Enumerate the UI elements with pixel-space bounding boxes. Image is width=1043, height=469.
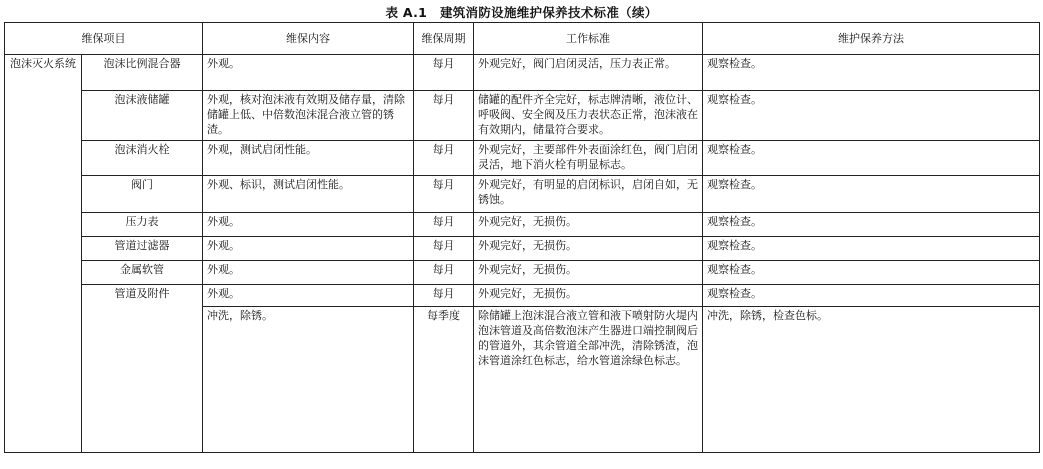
table-row: [5, 176, 1040, 213]
content-cell: 外观，核对泡沫液有效期及储存量，清除储罐上低、中倍数泡沫混合液立管的锈渣。: [203, 91, 414, 141]
item-cell: 泡沫液储罐: [82, 91, 203, 141]
standard-cell: 外观完好，阀门启闭灵活，压力表正常。: [474, 55, 703, 91]
cycle-cell: 每月: [414, 141, 474, 176]
cycle-cell: 每月: [414, 55, 474, 91]
header-cycle: 维保周期: [414, 23, 474, 55]
standard-cell: 储罐的配件齐全完好，标志牌清晰，液位计、呼吸阀、安全阀及压力表状态正常，泡沫液在有效期内，储量符合要求。: [474, 91, 703, 141]
header-standard: 工作标准: [474, 23, 703, 55]
standard-cell: 外观完好，无损伤。: [474, 285, 703, 307]
table-row: [5, 261, 1040, 285]
content-cell: 冲洗，除锈。: [203, 307, 414, 453]
method-cell: 观察检查。: [703, 237, 1040, 261]
content-cell: 外观，测试启闭性能。: [203, 141, 414, 176]
item-cell: 泡沫消火栓: [82, 141, 203, 176]
method-cell: 观察检查。: [703, 261, 1040, 285]
item-cell: 管道及附件: [82, 285, 203, 453]
standard-cell: 外观完好，主要部件外表面涂红色，阀门启闭灵活，地下消火栓有明显标志。: [474, 141, 703, 176]
content-cell: 外观。: [203, 237, 414, 261]
header-row: [5, 23, 1040, 55]
table-row: [5, 141, 1040, 176]
item-cell: 压力表: [82, 213, 203, 237]
cycle-cell: 每月: [414, 213, 474, 237]
method-cell: 观察检查。: [703, 141, 1040, 176]
method-cell: 观察检查。: [703, 55, 1040, 91]
content-cell: 外观。: [203, 55, 414, 91]
content-cell: 外观、标识，测试启闭性能。: [203, 176, 414, 213]
item-cell: 泡沫比例混合器: [82, 55, 203, 91]
item-cell: 金属软管: [82, 261, 203, 285]
table-row: [5, 55, 1040, 91]
method-cell: 观察检查。: [703, 91, 1040, 141]
cycle-cell: 每月: [414, 91, 474, 141]
header-content: 维保内容: [203, 23, 414, 55]
cycle-cell: 每季度: [414, 307, 474, 453]
method-cell: 观察检查。: [703, 213, 1040, 237]
method-cell: 观察检查。: [703, 176, 1040, 213]
content-cell: 外观。: [203, 213, 414, 237]
table-title: 表 A.1 建筑消防设施维护保养技术标准（续）: [385, 5, 658, 20]
maintenance-standard-table: [4, 22, 1040, 453]
content-cell: 外观。: [203, 261, 414, 285]
content-cell: 外观。: [203, 285, 414, 307]
table-row: [5, 91, 1040, 141]
standard-cell: 外观完好，无损伤。: [474, 237, 703, 261]
cycle-cell: 每月: [414, 176, 474, 213]
item-cell: 管道过滤器: [82, 237, 203, 261]
header-method: 维护保养方法: [703, 23, 1040, 55]
table-row: [5, 237, 1040, 261]
item-cell: 阀门: [82, 176, 203, 213]
system-name-cell: 泡沫灭火系统: [5, 55, 82, 453]
standard-cell: 除储罐上泡沫混合液立管和液下喷射防火堤内泡沫管道及高倍数泡沫产生器进口端控制阀后的管道外，其余管道全部冲洗，清除锈渣，泡沫管道涂红色标志，给水管道涂绿色标志。: [474, 307, 703, 453]
header-item: 维保项目: [5, 23, 203, 55]
cycle-cell: 每月: [414, 237, 474, 261]
cycle-cell: 每月: [414, 261, 474, 285]
table-row: [5, 213, 1040, 237]
cycle-cell: 每月: [414, 285, 474, 307]
method-cell: 冲洗，除锈，检查色标。: [703, 307, 1040, 453]
standard-cell: 外观完好，有明显的启闭标识，启闭自如，无锈蚀。: [474, 176, 703, 213]
method-cell: 观察检查。: [703, 285, 1040, 307]
table-row: [5, 285, 1040, 307]
standard-cell: 外观完好，无损伤。: [474, 213, 703, 237]
standard-cell: 外观完好，无损伤。: [474, 261, 703, 285]
